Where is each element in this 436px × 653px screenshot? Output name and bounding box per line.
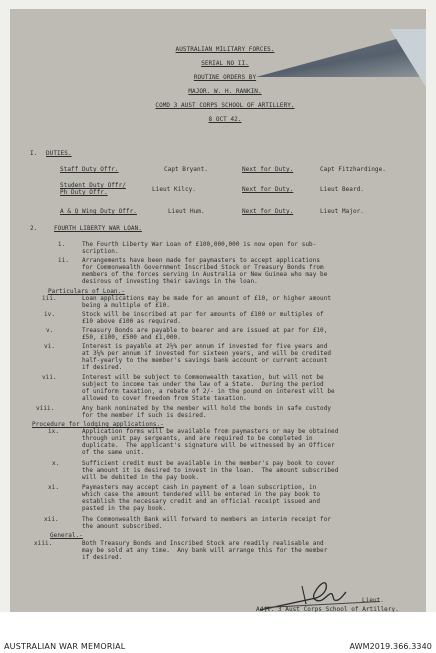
item-ix-line-4: of the same unit.	[82, 449, 145, 456]
item-vii-line-1: Interest will be subject to Commonwealth taxation, but will not be	[82, 374, 324, 381]
item-vi-line-1: Interest is payable at 2½% per annum if invested for five years and	[82, 343, 328, 350]
item-viii-line-2: for the member if such is desired.	[82, 412, 207, 419]
item-vi-line-3: half-yearly to the member's savings bank account or current account	[82, 357, 328, 364]
item-x-line-2: the amount it is desired to invest in the loan. The amount subscribed	[82, 467, 339, 474]
header-serial: SERIAL NO II.	[201, 60, 249, 67]
item-xiii-number: xiii.	[34, 540, 53, 547]
item-iii-line-2: being a multiple of £10.	[82, 302, 170, 309]
item-ii-line-4: desirous of investing their savings in the loan.	[82, 278, 258, 285]
item-ii-line-3: members of the forces serving in Australia or New Guinea who may be	[82, 271, 328, 278]
footer-accession-number: AWM2019.366.3340	[349, 642, 432, 651]
item-viii-number: viii.	[36, 405, 55, 412]
duty-student-next-label: Next for Duty.	[242, 186, 294, 193]
header-major: MAJOR. W. H. RANKIN.	[188, 88, 262, 95]
section-2-number: 2.	[30, 225, 38, 232]
duty-staff-label: Staff Duty Offr.	[60, 166, 119, 173]
item-i-number: i.	[58, 241, 66, 248]
item-vi-line-2: at 3¼% per annum if invested for sixteen years, and will be credited	[82, 350, 332, 357]
item-v-number: v.	[46, 327, 54, 334]
item-vii-number: vii.	[42, 374, 57, 381]
item-ii-number: ii.	[58, 257, 69, 264]
archive-footer	[0, 612, 436, 653]
item-iv-line-1: Stock will be inscribed at par for amounts of £100 or multiples of	[82, 311, 324, 318]
item-xi-line-2: which case the amount tendered will be entered in the pay book to	[82, 491, 321, 498]
duty-aq-officer: Lieut Hum.	[168, 208, 205, 215]
duty-staff-officer: Capt Bryant.	[164, 166, 208, 173]
item-xi-number: xi.	[48, 484, 59, 491]
item-xii-line-1: The Commonwealth Bank will forward to members an interim receipt for	[82, 516, 332, 523]
footer-institution: AUSTRALIAN WAR MEMORIAL	[4, 642, 126, 651]
item-x-line-3: will be debited in the pay book.	[82, 474, 200, 481]
item-xiii-line-2: may be sold at any time. Any bank will arrange this for the member	[82, 547, 328, 554]
header-date: 8 OCT 42.	[208, 116, 242, 123]
signature-rank: Lieut.	[362, 597, 384, 604]
section-1-title: DUTIES.	[46, 150, 72, 157]
item-vii-line-4: allowed to cover freedom from State taxation.	[82, 395, 247, 402]
section-1-number: I.	[30, 150, 38, 157]
duty-student-next-officer: Lieut Beard.	[320, 186, 364, 193]
header-routine-orders: ROUTINE ORDERS BY	[193, 74, 257, 81]
item-iii-number: iii.	[42, 295, 57, 302]
item-iii-line-1: Loan applications may be made for an amount of £10, or higher amount	[82, 295, 332, 302]
item-vi-line-4: if desired.	[82, 364, 123, 371]
section-2-title: FOURTH LIBERTY WAR LOAN.	[54, 225, 142, 232]
duty-staff-next-label: Next for Duty.	[242, 166, 294, 173]
item-vii-line-2: subject to income tax under the law of a State. During the period	[82, 381, 324, 388]
subheading-particulars: Particulars of Loan.-	[48, 288, 125, 295]
item-xii-number: xii.	[44, 516, 59, 523]
item-xi-line-3: establish the necessary credit and an official receipt issued and	[82, 498, 321, 505]
item-v-line-2: £50, £100, £500 and £1,000.	[82, 334, 181, 341]
duty-aq-next-officer: Lieut Major.	[320, 208, 364, 215]
item-i-line-2: scription.	[82, 248, 119, 255]
item-iv-number: iv.	[44, 311, 55, 318]
document-sheet	[10, 9, 426, 612]
item-v-line-1: Treasury Bonds are payable to bearer and are issued at par for £10,	[82, 327, 328, 334]
duty-aq-next-label: Next for Duty.	[242, 208, 294, 215]
duty-staff-next-officer: Capt Fitzhardinge.	[320, 166, 386, 173]
duty-student-label-2: Ph Duty Offr.	[60, 189, 108, 196]
item-vii-line-3: of uniform taxation, a rebate of 2/- in the pound on interest will be	[82, 388, 335, 395]
header-force: AUSTRALIAN MILITARY FORCES.	[175, 46, 275, 53]
item-xii-line-2: the amount subscribed.	[82, 523, 163, 530]
item-x-number: x.	[52, 460, 60, 467]
duty-student-officer: Lieut Kilcy.	[152, 186, 196, 193]
item-ix-line-1: Application forms will be available from paymasters or may be obtained	[82, 428, 339, 435]
item-ii-line-1: Arrangements have been made for paymasters to accept applications	[82, 257, 321, 264]
duty-student-label-1: Student Duty Offr/	[60, 182, 126, 189]
item-xi-line-4: pasted in the pay book.	[82, 505, 167, 512]
header-command: COMD 3 AUST CORPS SCHOOL OF ARTILLERY.	[155, 102, 295, 109]
signature-title: Adjt. 3 Aust Corps School of Artillery.	[256, 606, 399, 612]
item-ix-number: ix.	[48, 428, 59, 435]
item-xiii-line-3: if desired.	[82, 554, 123, 561]
duty-aq-label: A & Q Wing Duty Offr.	[60, 208, 137, 215]
item-x-line-1: Sufficient credit must be available in the member's pay book to cover	[82, 460, 335, 467]
item-xiii-line-1: Both Treasury Bonds and Inscribed Stock are readily realisable and	[82, 540, 324, 547]
subheading-general: General.-	[50, 532, 83, 539]
item-vi-number: vi.	[44, 343, 55, 350]
subheading-procedure: Procedure for lodging applications.-	[32, 421, 164, 428]
item-viii-line-1: Any bank nominated by the member will hold the bonds in safe custody	[82, 405, 332, 412]
item-iv-line-2: £10 above £100 as required.	[82, 318, 181, 325]
item-i-line-1: The Fourth Liberty War Loan of £100,000,000 is now open for sub-	[82, 241, 317, 248]
item-xi-line-1: Paymasters may accept cash in payment of a loan subscription, in	[82, 484, 317, 491]
item-ix-line-3: duplicate. The applicant's signature will be witnessed by an Officer	[82, 442, 335, 449]
item-ii-line-2: for Commonwealth Government Inscribed Stock or Treasury Bonds from	[82, 264, 324, 271]
item-ix-line-2: through unit pay sergeants, and are required to be completed in	[82, 435, 313, 442]
